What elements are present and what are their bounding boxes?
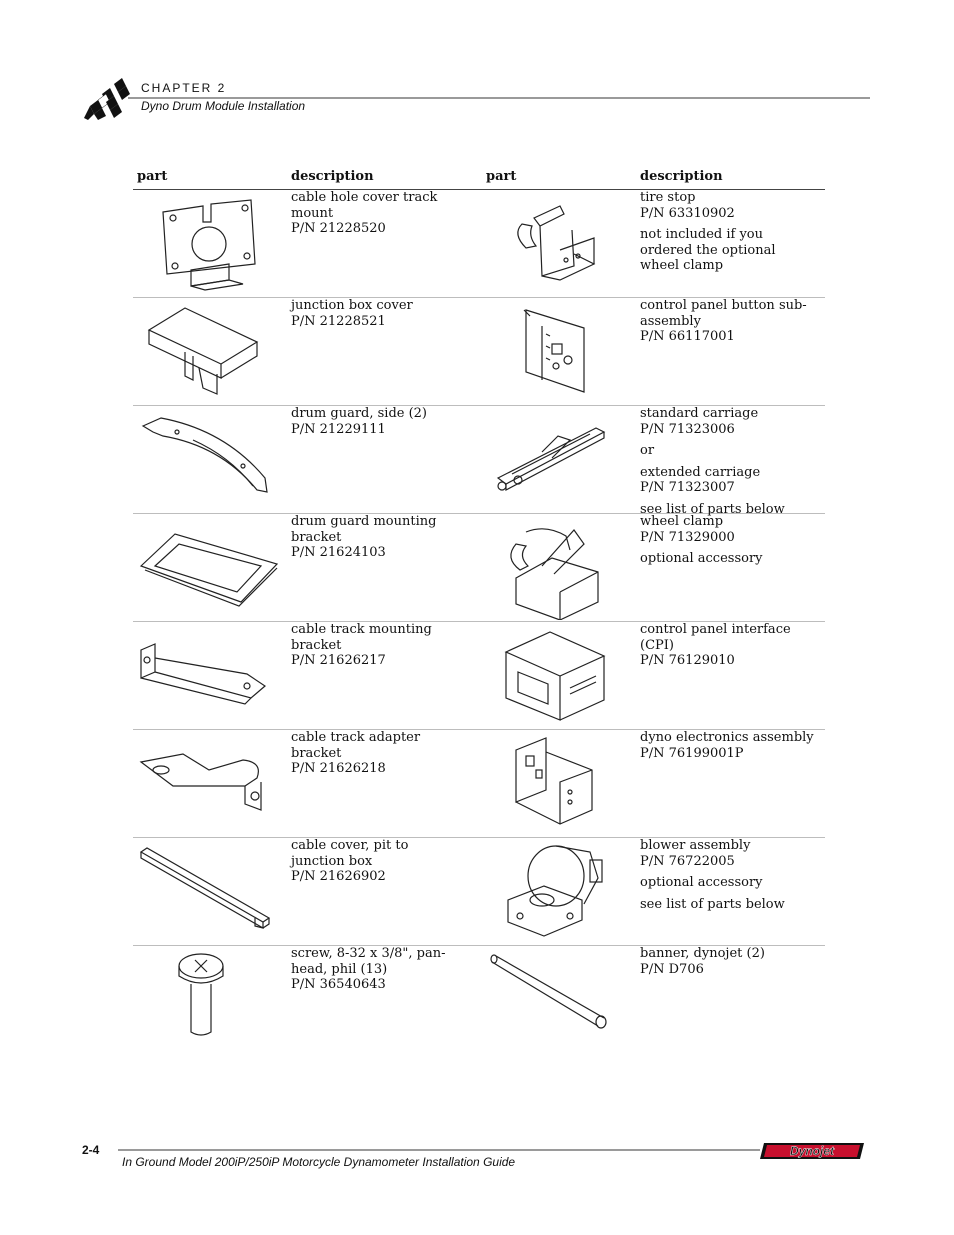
part-name: cable track mounting bracket xyxy=(291,622,432,653)
part-number: P/N 71323006 xyxy=(640,421,735,437)
part-description xyxy=(291,946,466,999)
col-header-description-2: description xyxy=(640,169,723,184)
part-description xyxy=(291,298,466,335)
part-name: control panel interface (CPI) xyxy=(640,622,791,653)
table-row xyxy=(133,298,825,406)
part-number: P/N 76722005 xyxy=(640,853,735,869)
table-row xyxy=(133,406,825,517)
page-number: 2-4 xyxy=(82,1143,100,1157)
part-note: or xyxy=(640,443,655,458)
checkered-flag-icon xyxy=(82,76,134,120)
part-name: blower assembly xyxy=(640,838,751,853)
screw-drawing-icon xyxy=(133,946,283,1052)
part-description xyxy=(291,622,466,675)
part-note: see list of parts below xyxy=(640,896,785,912)
part-name: screw, 8-32 x 3/8", pan-head, phil (13) xyxy=(291,946,446,977)
drum-guard-side-drawing-icon xyxy=(133,406,283,512)
part-description xyxy=(291,730,466,783)
footer-rule xyxy=(118,1149,760,1151)
part-description xyxy=(291,406,466,443)
part-description xyxy=(291,514,466,567)
part-number: P/N 21626217 xyxy=(291,653,386,668)
part-number: P/N 36540643 xyxy=(291,977,386,992)
part-number: P/N 63310902 xyxy=(640,205,735,221)
part-description-right xyxy=(640,514,815,573)
part-description-right xyxy=(640,838,815,918)
part-name-alt: extended carriage xyxy=(640,464,761,480)
part-description-right xyxy=(640,190,815,280)
part-number: P/N 21228521 xyxy=(291,313,386,329)
part-number: P/N 21624103 xyxy=(291,545,386,560)
part-number-alt: P/N 71323007 xyxy=(640,480,735,495)
part-note: optional accessory xyxy=(640,875,763,890)
part-note: see list of parts below xyxy=(640,501,785,517)
standard-carriage-drawing-icon xyxy=(486,406,636,512)
table-row xyxy=(133,838,825,946)
cable-track-adapter-bracket-drawing-icon xyxy=(133,730,283,836)
part-number: P/N 21228520 xyxy=(291,221,386,236)
logo-text: Dynojet xyxy=(789,1144,835,1158)
part-name: drum guard, side (2) xyxy=(291,406,428,421)
col-header-part: part xyxy=(137,169,168,184)
cable-hole-cover-track-mount-drawing-icon xyxy=(133,190,283,296)
document-title: In Ground Model 200iP/250iP Motorcycle Dynamometer Installation Guide xyxy=(122,1155,516,1169)
part-name: standard carriage xyxy=(640,406,759,421)
col-header-part-2: part xyxy=(486,169,517,184)
cable-track-mounting-bracket-drawing-icon xyxy=(133,622,283,728)
part-description-right xyxy=(640,946,815,983)
part-note: not included if you ordered the optional wheel clamp xyxy=(640,227,776,273)
part-name: junction box cover xyxy=(291,298,413,313)
part-description-right xyxy=(640,298,815,351)
table-row xyxy=(133,622,825,730)
table-row xyxy=(133,730,825,838)
part-number: P/N 76199001P xyxy=(640,745,744,761)
col-header-description: description xyxy=(291,169,374,184)
dyno-electronics-assembly-drawing-icon xyxy=(486,730,636,836)
part-number: P/N 71329000 xyxy=(640,529,735,545)
dynojet-logo-icon xyxy=(760,1141,866,1161)
part-name: tire stop xyxy=(640,190,696,205)
control-panel-interface-drawing-icon xyxy=(486,622,636,728)
blower-assembly-drawing-icon xyxy=(486,838,636,944)
part-name: control panel button sub-assembly xyxy=(640,298,807,329)
banner-roll-drawing-icon xyxy=(486,946,636,1052)
part-name: wheel clamp xyxy=(640,514,724,529)
part-number: P/N D706 xyxy=(640,961,704,977)
chapter-subtitle: Dyno Drum Module Installation xyxy=(141,99,306,113)
cable-cover-drawing-icon xyxy=(133,838,283,944)
wheel-clamp-drawing-icon xyxy=(486,514,636,620)
table-row xyxy=(133,514,825,622)
table-header xyxy=(133,168,825,190)
part-number: P/N 76129010 xyxy=(640,653,735,668)
part-number: P/N 21229111 xyxy=(291,421,386,437)
junction-box-cover-drawing-icon xyxy=(133,298,283,404)
part-name: drum guard mounting bracket xyxy=(291,514,437,545)
part-number: P/N 66117001 xyxy=(640,329,735,344)
part-description-right xyxy=(640,406,815,523)
drum-guard-mounting-bracket-drawing-icon xyxy=(133,514,283,620)
tire-stop-drawing-icon xyxy=(486,190,636,296)
parts-table xyxy=(133,168,825,1056)
part-name: cable hole cover track mount xyxy=(291,190,438,221)
part-number: P/N 21626218 xyxy=(291,761,386,776)
part-number: P/N 21626902 xyxy=(291,869,386,884)
table-row xyxy=(133,946,825,1056)
part-name: cable cover, pit to junction box xyxy=(291,838,409,869)
chapter-label: CHAPTER 2 xyxy=(141,81,227,95)
part-name: banner, dynojet (2) xyxy=(640,946,765,961)
table-row xyxy=(133,190,825,298)
part-description-right xyxy=(640,730,815,767)
part-note: optional accessory xyxy=(640,551,763,566)
part-name: dyno electronics assembly xyxy=(640,730,814,745)
part-description xyxy=(291,190,466,243)
part-description-right xyxy=(640,622,815,675)
control-panel-button-drawing-icon xyxy=(486,298,636,404)
part-name: cable track adapter bracket xyxy=(291,730,421,761)
part-description xyxy=(291,838,466,891)
